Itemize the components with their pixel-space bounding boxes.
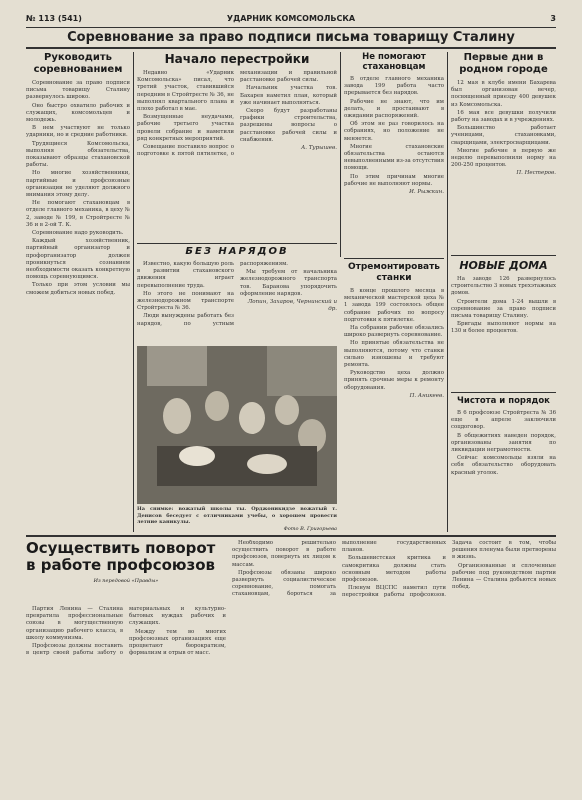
banner-rule: [26, 47, 556, 49]
article-novye-doma: [451, 259, 556, 389]
paragraph: На собрании рабочие обязались широко развернуть соревнование.: [344, 325, 444, 339]
signature: П. Нестеров.: [516, 170, 556, 177]
lead-title: Осуществить поворот в работе профсоюзов: [26, 540, 216, 574]
paragraph: Большевистская критика и самокритика должны стать основным методом работы профсоюзов.: [342, 555, 446, 584]
page-banner: Соревнование за право подписи письма товарищу Сталину: [67, 30, 515, 45]
article-nachalo: [137, 52, 337, 242]
section-rule: [137, 243, 337, 244]
photo-caption-block: [137, 506, 337, 532]
article-title: Не помогают стахановцам: [362, 52, 426, 72]
issue-number: № 113 (541): [26, 14, 82, 23]
lead-headline-block: [26, 540, 226, 600]
paragraph: Не помогают стахановцам в отделе главного механика, в цеху № 2, заводе № 199, в Стройтресте № 36 и в 2-ой Т. К.: [26, 200, 130, 228]
article-chistota: [451, 396, 556, 532]
paragraph: Трудящиеся Комсомольска, выполняя обязательства, показывают образцы стахановской работы.: [26, 140, 130, 169]
paragraph: По этим причинам многие рабочие не выполняют нормы.: [344, 173, 444, 187]
article-body: [26, 80, 130, 297]
paragraph: Оно быстро охватило рабочих и служащих, комсомольцев и молодежь.: [26, 102, 130, 124]
paragraph: Возмущенные неудачами, рабочие третьего участка провели собрание и наметили ряд конкретных мероприятий.: [137, 114, 234, 142]
column-divider: [340, 52, 341, 257]
paragraph: Бригады выполняют нормы на 130 и более процентов.: [451, 321, 556, 335]
article-body: [137, 70, 337, 230]
paragraph: Каждый хозяйственник, партийный организатор и профорганизатор должен проникнуться сознанием необходимости оказать конкретную помощь соревнующимся.: [26, 238, 130, 281]
paragraph: Рабочие не знают, что им делать, и простаивают в ожидании распоряжений.: [344, 98, 444, 120]
paragraph: Мы требуем от начальника железнодорожного транспорта тов. Баранова упорядочить оформление нарядов.: [240, 269, 337, 297]
header-rule: [26, 27, 556, 28]
paragraph: Люди вынуждены работать без нарядов, по устным распоряжениям.: [137, 261, 289, 327]
section-rule: [344, 258, 444, 259]
paragraph: Многие стахановские обязательства остаются невыполненными из-за отсутствия помощи.: [344, 143, 444, 172]
paragraph: 16 мая все девушки получили работу на заводах и в учреждениях.: [451, 109, 556, 124]
paragraph: В конце прошлого месяца в механической мастерской цеха № 1 завода 199 состоялось общее собрание рабочих по вопросу подготовки к пятилетке.: [344, 288, 444, 323]
page-header: [26, 14, 556, 26]
paragraph: Соревнование за право подписи письма товарищу Сталину развернулось широко.: [26, 80, 130, 101]
article-title: Первые дни в родном городе: [459, 52, 548, 75]
paragraph: Между тем во многих профсоюзных организациях еще процветают бюрократизм, формализм и отрыв от масс.: [129, 628, 226, 657]
paragraph: Известно, какую большую роль в развитии стахановского движения играет перевыполнение труда.: [137, 261, 234, 289]
article-title: Чистота и порядок: [457, 396, 550, 406]
lead-body-right: [232, 540, 556, 782]
photo-credit: Фото В. Григорьева: [283, 525, 337, 532]
paragraph: Недавно «Ударник Комсомольска» писал, что третий участок, ставившийся передним в Стройтресте № 36, не выполнял квартального плана и плохо работал в мае.: [137, 70, 234, 113]
lead-body-left: [26, 606, 226, 782]
paragraph: В отделе главного механика завода 199 работа часто прерывается без нарядов.: [344, 76, 444, 97]
article-body: [344, 76, 444, 196]
article-body: [451, 80, 556, 178]
article-title: НОВЫЕ ДОМА: [459, 259, 548, 272]
paragraph: Партия Ленина — Сталина превратила профессиональные союзы в могущественную организацию рабочего класса, в школу коммунизма.: [26, 606, 123, 641]
photo-image: [137, 346, 337, 504]
column-divider: [133, 52, 134, 532]
article-pervye-dni: [451, 52, 556, 252]
paragraph: В 6 профсоюзе Стройтреста № 36 еще в апреле заключили соцдоговор.: [451, 410, 556, 431]
paragraph: Сейчас комсомольцы взяли на себя обязательство оборудовать красный уголок.: [451, 455, 556, 476]
paragraph: Строители дома 1-24 вышли в соревнование за право подписи письма товарищу Сталину.: [451, 298, 556, 320]
paragraph: Многие рабочие в первую же неделю перевыполнили норму на 200-250 процентов.: [451, 147, 556, 169]
paragraph: На заводе 126 развернулось строительство 3 новых трехэтажных домов.: [451, 276, 556, 297]
article-otremontirovat: [344, 262, 444, 532]
paragraph: Соревнование надо руководить.: [32, 230, 124, 237]
article-bez-naryadov: [137, 246, 337, 344]
paragraph: 12 мая в клубе имени Бахарева был организован вечер, посвященный приезду 400 девушек из Комсомольска.: [451, 80, 556, 108]
paragraph: Руководство цеха должно принять срочные меры к ремонту оборудования.: [344, 370, 444, 391]
photo-caption: На снимке: вожатый школы ты. Орджоникидзе вожатый т. Денисов беседует с отличниками учебы, о хорошем провести летние каникулы.: [137, 506, 337, 525]
article-body: [451, 410, 556, 477]
paragraph: Начальник участка тов. Бахарев наметил план, который уже начинает выполняться.: [240, 85, 337, 106]
paragraph: Большинство работает ученицами, стахановками, сварщицами, электросварщицами.: [451, 125, 556, 146]
section-rule: [451, 392, 556, 393]
article-rukovodit: [26, 52, 130, 532]
paragraph: Необходимо решительно осуществить поворот в работе профсоюзов, повернуть их лицом к массам.: [232, 540, 336, 568]
paragraph: Об этом не раз говорилось на собраниях, но положение не меняется.: [344, 121, 444, 142]
article-body: [344, 288, 444, 400]
article-title: Руководить соревнованием: [33, 52, 123, 75]
section-rule: [451, 255, 556, 256]
article-ne-pomogayut: [344, 52, 444, 257]
article-title: Начало перестройки: [164, 52, 310, 66]
paragraph: Профсоюзы обязаны широко развернуть социалистическое соревнование, помогать стахановцам, бороться за выполнение государственных планов.: [232, 540, 446, 598]
paragraph: В общежитиях наведен порядок, организованы занятия по ликвидации неграмотности.: [451, 432, 556, 454]
paragraph: Но этого не понимают на железнодорожном транспорте Стройтреста № 36.: [137, 290, 234, 312]
paragraph: В нем участвуют не только ударники, но и средние работники.: [26, 125, 130, 139]
paragraph: Организованные и сплоченные рабочие под руководством партии Ленина — Сталина добьются новых побед.: [452, 562, 556, 591]
lead-subtitle: Из передовой «Правды»: [93, 578, 159, 584]
signature: Лопин, Захаров, Чернинский и др.: [247, 299, 337, 313]
paragraph: Но многие хозяйственники, партийные и профсоюзные организации не уделяют должного внимания этому делу.: [26, 170, 130, 199]
paragraph: Пленум ВЦСПС наметил пути перестройки работы профсоюзов. Задача состоит в том, чтобы решения пленума были претворены в жизнь.: [342, 540, 556, 599]
paragraph: Только при этом условии мы сможем добиться новых побед.: [26, 282, 130, 296]
article-title: Отремонтировать станки: [348, 262, 440, 283]
newspaper-name: УДАРНИК КОМСОМОЛЬСКА: [226, 14, 356, 23]
paragraph: Скоро будут разработаны графики строительства, разрешены вопросы о расстановке рабочей силы и снабжения.: [240, 108, 337, 143]
column-divider: [447, 52, 448, 532]
article-title: БЕЗ НАРЯДОВ: [185, 246, 289, 257]
signature: А. Турышев.: [301, 145, 337, 152]
paragraph: Но принятые обязательства не выполняются, потому что станки сильно изношены и требуют ремонта.: [344, 340, 444, 369]
paragraph: Профсоюзы должны поставить в центр своей работы заботу о материальных и культурно-бытовых нуждах рабочих и служащих.: [26, 606, 226, 657]
page-number: 3: [550, 14, 556, 23]
signature: П. Аникеев.: [409, 392, 444, 399]
signature: И. Рыжкин.: [409, 189, 444, 196]
article-body: [451, 276, 556, 336]
paragraph: Совещание поставило вопрос о подготовке к пятой пятилетке, о механизации и правильной расстановке рабочей силы.: [137, 70, 337, 158]
news-photo: [137, 346, 337, 504]
article-body: [137, 261, 337, 341]
section-rule: [26, 535, 556, 537]
